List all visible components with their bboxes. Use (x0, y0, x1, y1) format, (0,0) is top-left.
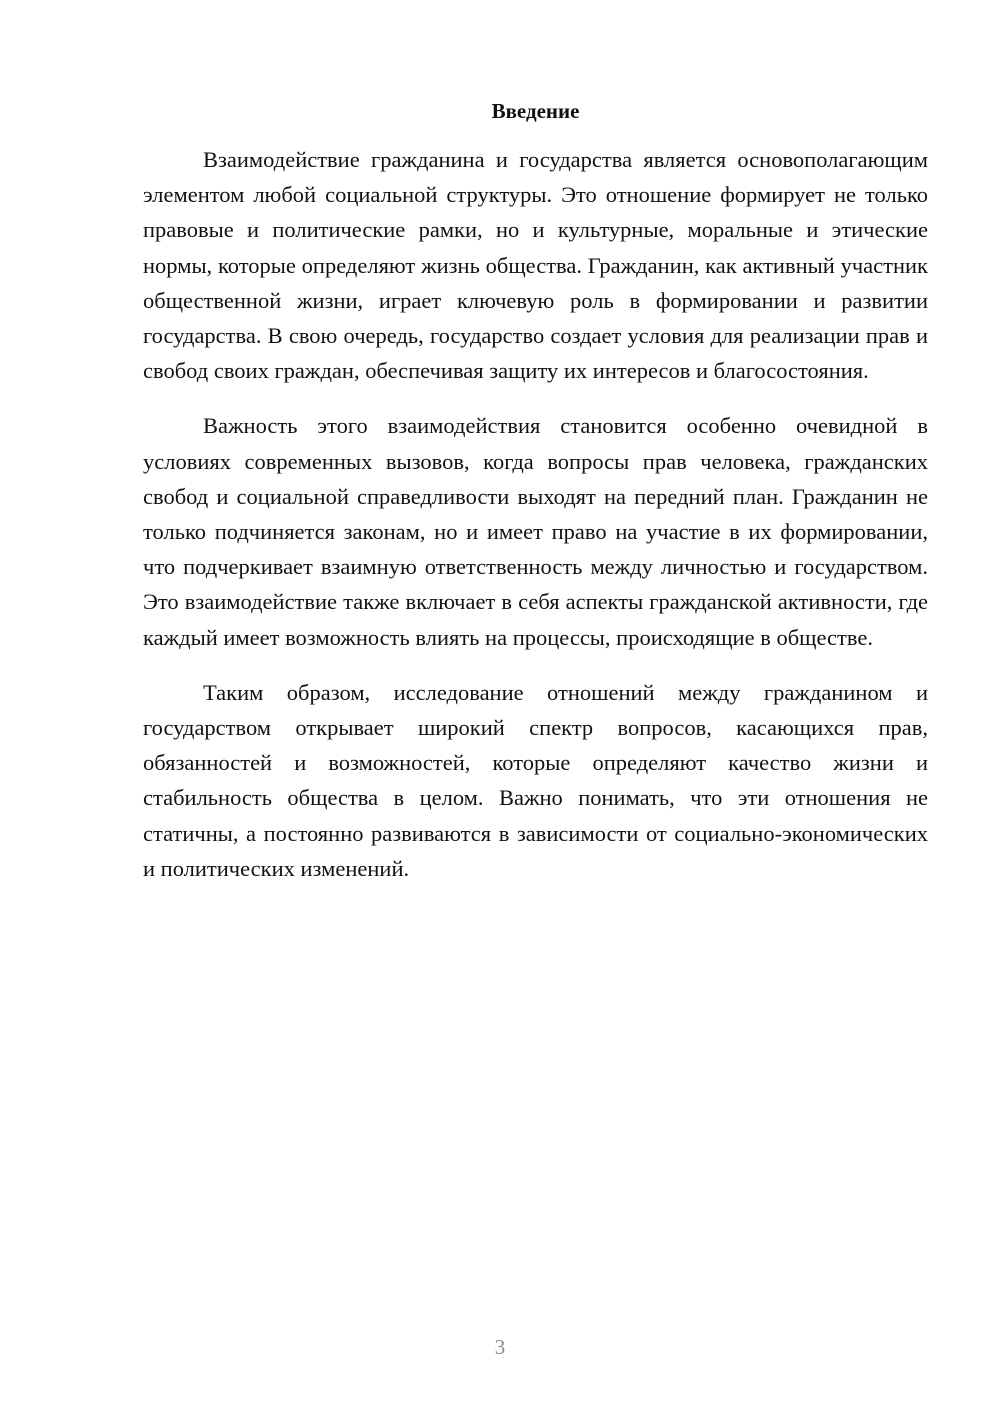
page-number: 3 (494, 1335, 506, 1359)
paragraph-3: Таким образом, исследование отношений между гражданином и государством открывает широкий спектр вопросов, касающихся прав, обязанностей и возможностей, которые определяют качество жизни и стабильность общества в целом. Важно понимать, что эти отношения не статичны, а постоянно развиваются в зависимости от социально-экономических и политических изменений. (143, 679, 928, 881)
body-text (143, 142, 928, 906)
paragraph-2: Важность этого взаимодействия становится особенно очевидной в условиях современных вызовов, когда вопросы прав человека, гражданских свобод и социальной справедливости выходят на передний план. Гражданин не только подчиняется законам, но и имеет право на участие в их формировании, что подчеркивает взаимную ответственность между личностью и государством. Это взаимодействие также включает в себя аспекты гражданской активности, где каждый имеет возможность влиять на процессы, происходящие в обществе. (143, 413, 928, 650)
section-heading: Введение (491, 99, 580, 123)
paragraph-1: Взаимодействие гражданина и государства является основополагающим элементом любой социальной структуры. Это отношение формирует не только правовые и политические рамки, но и культурные, моральные и этические нормы, которые определяют жизнь общества. Гражданин, как активный участник общественной жизни, играет ключевую роль в формировании и развитии государства. В свою очередь, государство создает условия для реализации прав и свобод своих граждан, обеспечивая защиту их интересов и благосостояния. (143, 147, 928, 384)
